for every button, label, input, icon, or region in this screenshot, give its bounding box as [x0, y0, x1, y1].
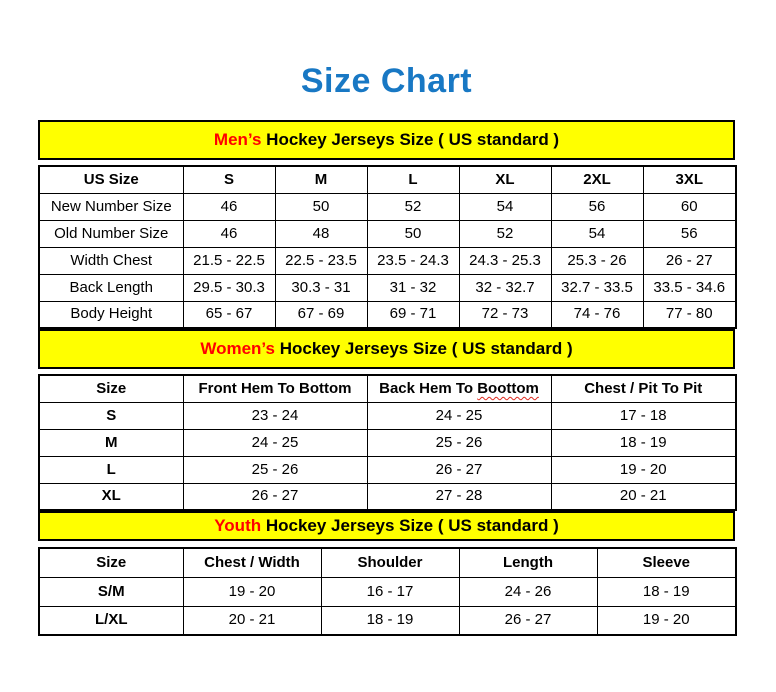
mens-banner-accent: Men’s	[213, 130, 262, 149]
size-value: 72 - 73	[459, 301, 551, 328]
column-header: 2XL	[551, 166, 643, 193]
size-value: 65 - 67	[183, 301, 275, 328]
mens-banner-text: Hockey Jerseys Size ( US standard )	[261, 130, 560, 149]
youth-banner-accent: Youth	[214, 516, 262, 535]
size-value: 60	[643, 193, 736, 220]
size-value: 25 - 26	[367, 429, 551, 456]
size-value: 52	[459, 220, 551, 247]
size-value: 23.5 - 24.3	[367, 247, 459, 274]
womens-banner-text: Hockey Jerseys Size ( US standard )	[274, 339, 573, 358]
table-row	[39, 402, 736, 429]
size-value: 24 - 25	[367, 402, 551, 429]
table-row	[39, 220, 736, 247]
mens-section-banner	[38, 120, 735, 160]
size-value: 77 - 80	[643, 301, 736, 328]
size-value: 18 - 19	[321, 606, 459, 635]
size-value: 24 - 26	[459, 577, 597, 606]
row-label: L	[39, 456, 183, 483]
row-label: Back Length	[39, 274, 183, 301]
womens-section-banner	[38, 329, 735, 369]
column-header: Sleeve	[597, 548, 736, 577]
size-value: 26 - 27	[183, 483, 367, 510]
table-row	[39, 577, 736, 606]
row-label: Body Height	[39, 301, 183, 328]
size-value: 69 - 71	[367, 301, 459, 328]
column-header: US Size	[39, 166, 183, 193]
table-row	[39, 301, 736, 328]
size-value: 18 - 19	[597, 577, 736, 606]
size-value: 24.3 - 25.3	[459, 247, 551, 274]
size-value: 21.5 - 22.5	[183, 247, 275, 274]
mens-header-row	[39, 166, 736, 193]
size-value: 29.5 - 30.3	[183, 274, 275, 301]
size-value: 32.7 - 33.5	[551, 274, 643, 301]
column-header: Size	[39, 375, 183, 402]
size-value: 46	[183, 220, 275, 247]
page-title: Size Chart	[300, 62, 473, 100]
column-header: Back Hem To Boottom	[367, 375, 551, 402]
womens-banner-accent: Women’s	[200, 339, 275, 358]
size-value: 19 - 20	[597, 606, 736, 635]
row-label: S	[39, 402, 183, 429]
column-header: M	[275, 166, 367, 193]
size-value: 67 - 69	[275, 301, 367, 328]
row-label: S/M	[39, 577, 183, 606]
column-header: XL	[459, 166, 551, 193]
size-value: 19 - 20	[183, 577, 321, 606]
size-value: 17 - 18	[551, 402, 736, 429]
table-row	[39, 606, 736, 635]
youth-header-row	[39, 548, 736, 577]
size-value: 52	[367, 193, 459, 220]
size-value: 48	[275, 220, 367, 247]
size-value: 46	[183, 193, 275, 220]
table-row	[39, 274, 736, 301]
womens-size-table	[38, 374, 737, 511]
size-value: 27 - 28	[367, 483, 551, 510]
size-value: 26 - 27	[643, 247, 736, 274]
youth-section-banner	[38, 511, 735, 541]
row-label: M	[39, 429, 183, 456]
size-value: 16 - 17	[321, 577, 459, 606]
mens-size-table	[38, 165, 737, 329]
size-value: 24 - 25	[183, 429, 367, 456]
size-value: 54	[551, 220, 643, 247]
size-value: 50	[367, 220, 459, 247]
column-header: 3XL	[643, 166, 736, 193]
size-chart-content	[38, 120, 735, 636]
youth-size-table	[38, 547, 737, 636]
column-header: Shoulder	[321, 548, 459, 577]
size-value: 26 - 27	[367, 456, 551, 483]
table-row	[39, 193, 736, 220]
size-value: 32 - 32.7	[459, 274, 551, 301]
row-label: Old Number Size	[39, 220, 183, 247]
row-label: XL	[39, 483, 183, 510]
size-value: 19 - 20	[551, 456, 736, 483]
size-value: 20 - 21	[183, 606, 321, 635]
size-value: 25 - 26	[183, 456, 367, 483]
size-value: 31 - 32	[367, 274, 459, 301]
size-value: 20 - 21	[551, 483, 736, 510]
column-header: Chest / Width	[183, 548, 321, 577]
column-header: Size	[39, 548, 183, 577]
size-value: 18 - 19	[551, 429, 736, 456]
spellcheck-flagged-word: Boottom	[477, 379, 539, 397]
size-value: 56	[643, 220, 736, 247]
table-row	[39, 247, 736, 274]
size-value: 54	[459, 193, 551, 220]
table-row	[39, 483, 736, 510]
size-value: 25.3 - 26	[551, 247, 643, 274]
size-value: 26 - 27	[459, 606, 597, 635]
table-row	[39, 429, 736, 456]
column-header: L	[367, 166, 459, 193]
size-value: 23 - 24	[183, 402, 367, 429]
size-value: 74 - 76	[551, 301, 643, 328]
row-label: New Number Size	[39, 193, 183, 220]
column-header: Chest / Pit To Pit	[551, 375, 736, 402]
size-value: 22.5 - 23.5	[275, 247, 367, 274]
womens-header-row	[39, 375, 736, 402]
row-label: L/XL	[39, 606, 183, 635]
column-header: Length	[459, 548, 597, 577]
column-header: S	[183, 166, 275, 193]
size-value: 56	[551, 193, 643, 220]
row-label: Width Chest	[39, 247, 183, 274]
column-header: Front Hem To Bottom	[183, 375, 367, 402]
size-value: 33.5 - 34.6	[643, 274, 736, 301]
size-value: 30.3 - 31	[275, 274, 367, 301]
size-value: 50	[275, 193, 367, 220]
table-row	[39, 456, 736, 483]
youth-banner-text: Hockey Jerseys Size ( US standard )	[261, 516, 559, 535]
